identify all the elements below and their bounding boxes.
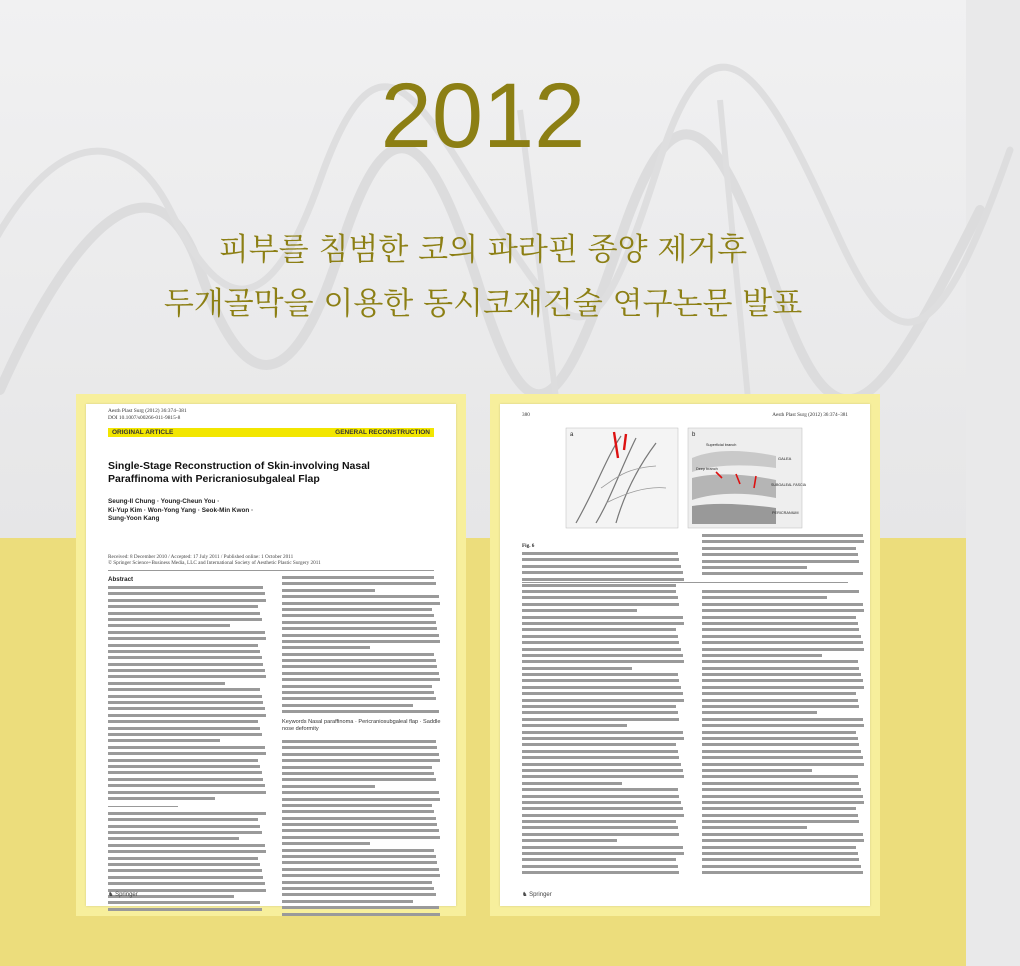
abstract-heading: Abstract (108, 576, 134, 583)
text-line (108, 592, 265, 595)
text-line (108, 825, 260, 828)
paper-page-interior (490, 394, 880, 916)
text-line (108, 644, 258, 647)
text-line (282, 887, 434, 890)
text-line (702, 814, 858, 817)
caption-lines (702, 534, 866, 575)
text-line (282, 653, 434, 656)
text-line (282, 634, 439, 637)
abstract-continued-lines (282, 576, 442, 713)
authors-line: Sung-Yoon Kang (108, 515, 160, 523)
text-line (108, 778, 263, 781)
text-line (282, 697, 436, 700)
text-line (522, 743, 676, 746)
text-line (282, 627, 437, 630)
text-line (108, 863, 260, 866)
text-line (702, 724, 864, 727)
springer-logo (522, 891, 552, 898)
text-line (282, 704, 413, 707)
label-subgaleal-fascia: SUBGALEAL FASCIA (771, 483, 807, 487)
text-line (702, 769, 812, 772)
paper-title: Single-Stage Reconstruction of Skin-involving Nasal Paraffinoma with Pericraniosubgaleal Flap (108, 460, 370, 485)
divider (522, 582, 848, 583)
body-column-left (522, 590, 686, 878)
text-line (108, 669, 265, 672)
figure-caption-right (702, 534, 866, 579)
text-line (522, 648, 681, 651)
text-line (522, 820, 676, 823)
text-line (282, 823, 437, 826)
text-line (522, 584, 676, 587)
text-line (702, 711, 817, 714)
page-number: 380 (522, 412, 530, 418)
text-line (522, 660, 684, 663)
text-line (522, 801, 681, 804)
text-line (282, 785, 375, 788)
text-line (282, 659, 436, 662)
text-line (702, 572, 863, 575)
headline-line-1: 피부를 침범한 코의 파라핀 종양 제거후 (218, 232, 748, 268)
text-line (282, 836, 440, 839)
text-line (108, 720, 258, 723)
text-line (282, 614, 434, 617)
figure-6 (566, 428, 807, 528)
text-line (522, 858, 676, 861)
divider (108, 570, 434, 571)
figure-label-b: b (692, 432, 696, 438)
text-line (702, 839, 864, 842)
text-line (702, 635, 861, 638)
text-line (522, 552, 678, 555)
text-line (282, 672, 439, 675)
text-line (282, 874, 440, 877)
text-line (282, 621, 436, 624)
text-line (282, 766, 432, 769)
text-line (702, 660, 858, 663)
text-line (702, 686, 864, 689)
text-line (522, 807, 683, 810)
text-line (108, 765, 260, 768)
text-line (702, 648, 864, 651)
text-line (108, 784, 265, 787)
text-line (702, 622, 858, 625)
text-line (282, 829, 439, 832)
text-line (108, 908, 262, 911)
text-line (522, 596, 678, 599)
text-line (702, 547, 856, 550)
text-line (108, 857, 258, 860)
text-line (702, 692, 856, 695)
text-line (702, 833, 863, 836)
text-line (108, 682, 225, 685)
doi-line: DOI 10.1007/s00266-011-9815-8 (108, 414, 181, 421)
text-line (108, 631, 265, 634)
text-line (702, 865, 861, 868)
text-line (108, 901, 260, 904)
text-line (522, 609, 637, 612)
text-line (522, 852, 684, 855)
section-bar (108, 428, 434, 437)
label-deep-branch: Deep branch (696, 467, 718, 471)
text-line (108, 759, 258, 762)
text-line (282, 791, 439, 794)
introduction-lines (282, 740, 442, 916)
text-line (702, 673, 861, 676)
anatomy-illustration (566, 428, 807, 528)
text-line (522, 590, 676, 593)
year-title: 2012 (380, 65, 586, 167)
text-line (282, 842, 370, 845)
text-line (522, 750, 678, 753)
abstract-text-lines (108, 586, 268, 800)
text-line (702, 763, 864, 766)
text-line (702, 641, 863, 644)
text-line (282, 608, 432, 611)
text-line (522, 616, 683, 619)
text-line (702, 654, 822, 657)
text-line (282, 685, 432, 688)
authors-line: Ki-Yup Kim · Won-Yong Yang · Seok-Min Kwon · (108, 506, 254, 514)
text-line (282, 589, 375, 592)
text-line (522, 628, 676, 631)
text-line (282, 817, 436, 820)
text-line (282, 798, 440, 801)
text-line (522, 603, 679, 606)
text-line (108, 797, 215, 800)
text-line (702, 628, 859, 631)
text-line (702, 566, 807, 569)
text-line (522, 737, 684, 740)
text-line (522, 826, 678, 829)
figure-caption-label: Fig. 6 (522, 543, 535, 549)
text-line (702, 871, 863, 874)
footnote-rule (108, 806, 178, 807)
text-line (522, 846, 683, 849)
text-line (282, 691, 434, 694)
text-line (702, 705, 859, 708)
text-line (282, 746, 437, 749)
text-line (522, 718, 679, 721)
text-line (282, 804, 432, 807)
figure-label-a: a (570, 432, 574, 438)
text-line (108, 850, 266, 853)
text-line (108, 831, 262, 834)
text-line (702, 596, 827, 599)
text-line (108, 837, 239, 840)
keywords: Keywords Nasal paraffinoma · Pericraniosubgaleal flap · Saddle nose deformity (282, 719, 441, 732)
text-line (108, 707, 265, 710)
text-line (702, 775, 858, 778)
running-journal: Aesth Plast Surg (2012) 36:374–381 (772, 412, 848, 418)
text-line (702, 590, 859, 593)
text-line (282, 740, 436, 743)
text-line (108, 727, 260, 730)
label-galea: GALEA (778, 456, 792, 461)
body-column (282, 576, 442, 919)
text-line (282, 810, 434, 813)
text-line (522, 673, 678, 676)
text-line (282, 576, 434, 579)
text-line (522, 565, 681, 568)
text-line (522, 788, 678, 791)
text-line (522, 667, 632, 670)
text-line (522, 769, 683, 772)
text-line (282, 753, 439, 756)
text-line (282, 881, 432, 884)
journal-line: Aesth Plast Surg (2012) 36:374–381 (108, 408, 187, 414)
text-line (702, 852, 858, 855)
springer-horse-icon: ♞ (108, 892, 114, 898)
text-line (282, 710, 439, 713)
text-line (108, 844, 265, 847)
text-line (702, 616, 856, 619)
text-line (108, 656, 262, 659)
text-line (522, 839, 617, 842)
text-line (702, 718, 863, 721)
text-line (282, 778, 436, 781)
text-line (702, 560, 859, 563)
springer-logo (108, 891, 138, 898)
text-line (522, 635, 678, 638)
text-line (108, 586, 263, 589)
text-line (282, 849, 434, 852)
text-line (522, 782, 622, 785)
text-line (108, 714, 266, 717)
text-line (108, 882, 265, 885)
text-line (522, 775, 684, 778)
text-line (702, 540, 864, 543)
springer-text: Springer (115, 892, 138, 898)
text-line (108, 624, 230, 627)
received-dates (108, 554, 438, 567)
text-line (522, 654, 683, 657)
text-line (702, 782, 859, 785)
text-line (108, 739, 220, 742)
text-line (702, 826, 807, 829)
text-line (522, 686, 681, 689)
body-text-lines (702, 590, 866, 874)
text-line (522, 622, 684, 625)
text-line (108, 701, 263, 704)
text-line (282, 759, 440, 762)
text-line (108, 675, 266, 678)
received-line: Received: 8 December 2010 / Accepted: 17 July 2011 / Published online: 1 October 2011 (108, 554, 294, 560)
paper-authors (108, 498, 348, 524)
text-line (522, 795, 679, 798)
text-line (702, 750, 861, 753)
text-line (282, 595, 439, 598)
text-line (702, 788, 861, 791)
text-line (702, 667, 859, 670)
text-line (522, 724, 627, 727)
text-line (108, 637, 266, 640)
text-line (522, 871, 679, 874)
text-line (522, 763, 681, 766)
text-line (702, 603, 863, 606)
text-line (702, 743, 859, 746)
text-line (108, 746, 265, 749)
text-line (702, 846, 856, 849)
text-line (108, 869, 262, 872)
text-line (702, 553, 858, 556)
text-line (702, 795, 863, 798)
text-line (282, 855, 436, 858)
text-line (702, 801, 864, 804)
text-line (702, 609, 864, 612)
label-pericranium: PERICRANIUM (772, 511, 799, 515)
paper-page-first (76, 394, 466, 916)
text-line (108, 876, 263, 879)
text-line (522, 731, 683, 734)
text-line (522, 692, 683, 695)
body-text-lines (522, 590, 686, 874)
text-line (282, 646, 370, 649)
text-line (702, 756, 863, 759)
text-line (282, 893, 436, 896)
text-line (108, 791, 266, 794)
text-line (702, 820, 859, 823)
text-line (282, 868, 439, 871)
text-line (522, 711, 678, 714)
text-line (108, 605, 258, 608)
text-line (522, 578, 684, 581)
journal-citation (108, 408, 187, 421)
text-line (108, 650, 260, 653)
text-line (108, 618, 262, 621)
text-line (282, 906, 439, 909)
text-line (522, 571, 683, 574)
text-line (522, 558, 679, 561)
text-line (702, 807, 856, 810)
text-line (522, 705, 676, 708)
text-line (522, 756, 679, 759)
text-line (702, 679, 863, 682)
text-line (702, 737, 858, 740)
section-label-right: GENERAL RECONSTRUCTION (335, 429, 430, 436)
text-line (282, 861, 437, 864)
text-line (108, 663, 263, 666)
text-line (282, 640, 440, 643)
text-line (702, 699, 858, 702)
text-line (282, 602, 440, 605)
text-line (702, 534, 863, 537)
authors-line: Seung-Il Chung · Young-Cheun You · (108, 498, 220, 505)
headline-line-2: 두개골막을 이용한 동시코재건술 연구논문 발표 (163, 286, 803, 322)
text-line (702, 858, 859, 861)
text-line (522, 699, 684, 702)
springer-horse-icon: ♞ (522, 892, 528, 898)
abstract-column (108, 576, 268, 914)
body-column-right (702, 590, 866, 878)
text-line (282, 582, 436, 585)
section-label-left: ORIGINAL ARTICLE (112, 429, 174, 436)
text-line (282, 665, 437, 668)
text-line (522, 641, 679, 644)
text-line (282, 900, 413, 903)
text-line (108, 818, 258, 821)
copyright-line: © Springer Science+Business Media, LLC and International Society of Aesthetic Plastic Surgery 2011 (108, 560, 321, 567)
text-line (108, 695, 262, 698)
text-line (108, 733, 262, 736)
text-line (108, 612, 260, 615)
text-line (522, 814, 684, 817)
text-line (282, 772, 434, 775)
text-line (108, 599, 266, 602)
text-line (522, 833, 679, 836)
text-line (108, 771, 262, 774)
text-line (108, 752, 266, 755)
text-line (522, 865, 678, 868)
springer-text: Springer (529, 892, 552, 898)
text-line (522, 679, 679, 682)
text-line (702, 731, 856, 734)
label-superficial-branch: Superficial branch (706, 443, 737, 447)
text-line (282, 678, 440, 681)
text-line (108, 812, 266, 815)
text-line (108, 688, 260, 691)
text-line (282, 913, 440, 916)
